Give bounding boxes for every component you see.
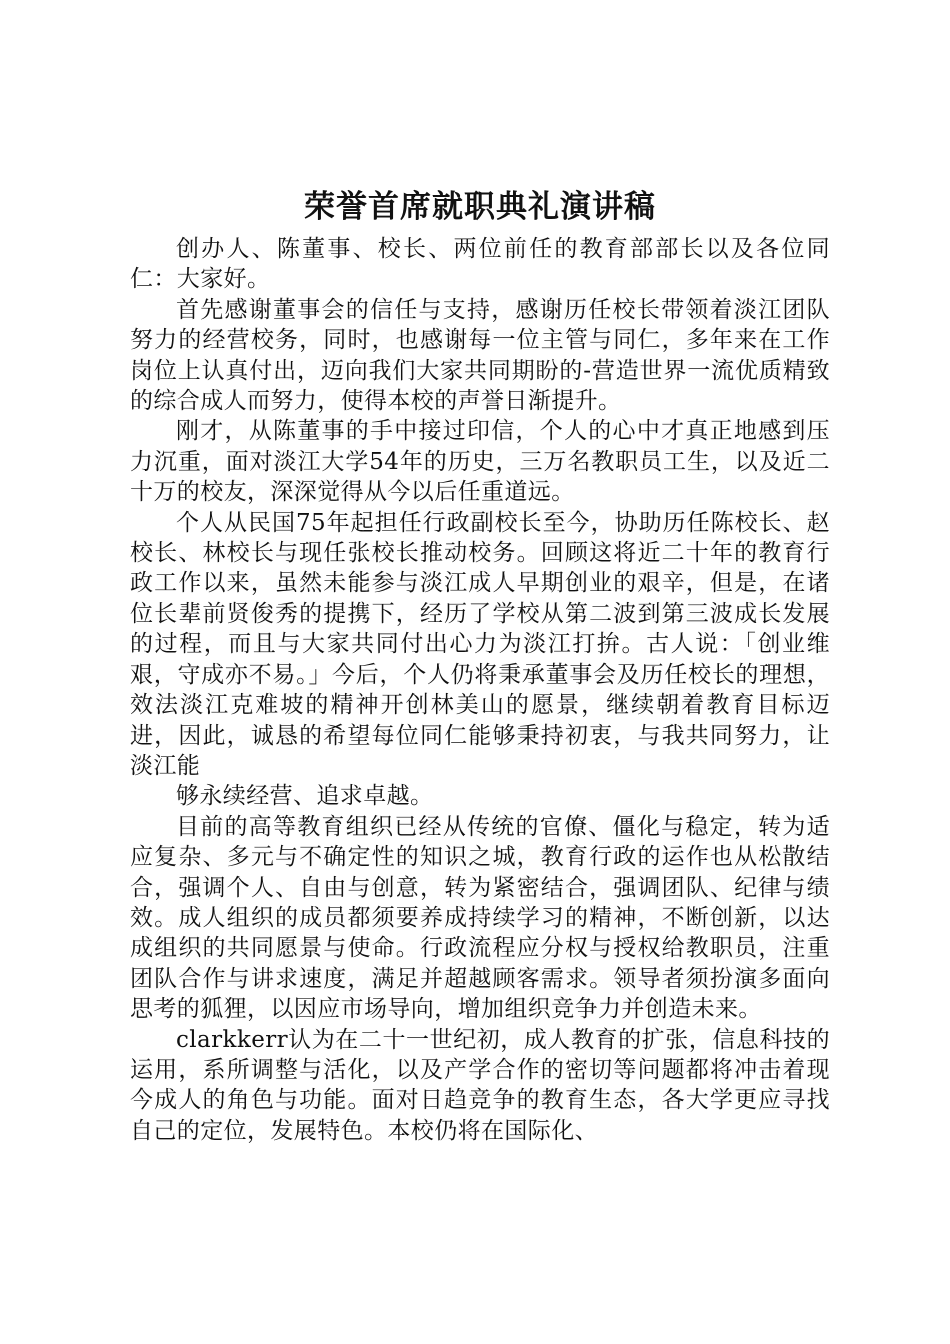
paragraph-3: 刚才，从陈董事的手中接过印信，个人的心中才真正地感到压力沉重，面对淡江大学54年的历史，三万名教职员工生，以及近二十万的校友，深深觉得从今以后任重道远。 [130, 418, 830, 506]
document-page [130, 180, 830, 1146]
paragraph-2: 首先感谢董事会的信任与支持，感谢历任校长带领着淡江团队努力的经营校务，同时，也感谢每一位主管与同仁，多年来在工作岗位上认真付出，迈向我们大家共同期盼的-营造世界一流优质精致的综合成人而努力，使得本校的声誉日渐提升。 [130, 296, 830, 415]
paragraph-5: 够永续经营、追求卓越。 [176, 783, 434, 810]
paragraph-1: 创办人、陈董事、校长、两位前任的教育部部长以及各位同仁：大家好。 [130, 236, 830, 293]
paragraph-6: 目前的高等教育组织已经从传统的官僚、僵化与稳定，转为适应复杂、多元与不确定性的知识之城，教育行政的运作也从松散结合，强调个人、自由与创意，转为紧密结合，强调团队、纪律与绩效。成人组织的成员都须要养成持续学习的精神，不断创新，以达成组织的共同愿景与使命。行政流程应分权与授权给教职员，注重团队合作与讲求速度，满足并超越顾客需求。领导者须扮演多面向思考的狐狸，以因应市场导向，增加组织竞争力并创造未来。 [130, 813, 830, 1023]
document-title: 荣誉首席就职典礼演讲稿 [304, 189, 656, 225]
paragraph-7: clarkkerr认为在二十一世纪初，成人教育的扩张，信息科技的运用，系所调整与活化，以及产学合作的密切等问题都将冲击着现今成人的角色与功能。面对日趋竞争的教育生态，各大学更应寻找自己的定位，发展特色。本校仍将在国际化、 [130, 1026, 830, 1144]
paragraph-4: 个人从民国75年起担任行政副校长至今，协助历任陈校长、赵校长、林校长与现任张校长推动校务。回顾这将近二十年的教育行政工作以来，虽然未能参与淡江成人早期创业的艰辛，但是，在诸位长辈前贤俊秀的提携下，经历了学校从第二波到第三波成长发展的过程，而且与大家共同付出心力为淡江打拚。古人说：「创业维艰，守成亦不易。」今后，个人仍将秉承董事会及历任校长的理想，效法淡江克难坡的精神开创林美山的愿景，继续朝着教育目标迈进，因此，诚恳的希望每位同仁能够秉持初衷，与我共同努力，让淡江能 [130, 509, 830, 779]
